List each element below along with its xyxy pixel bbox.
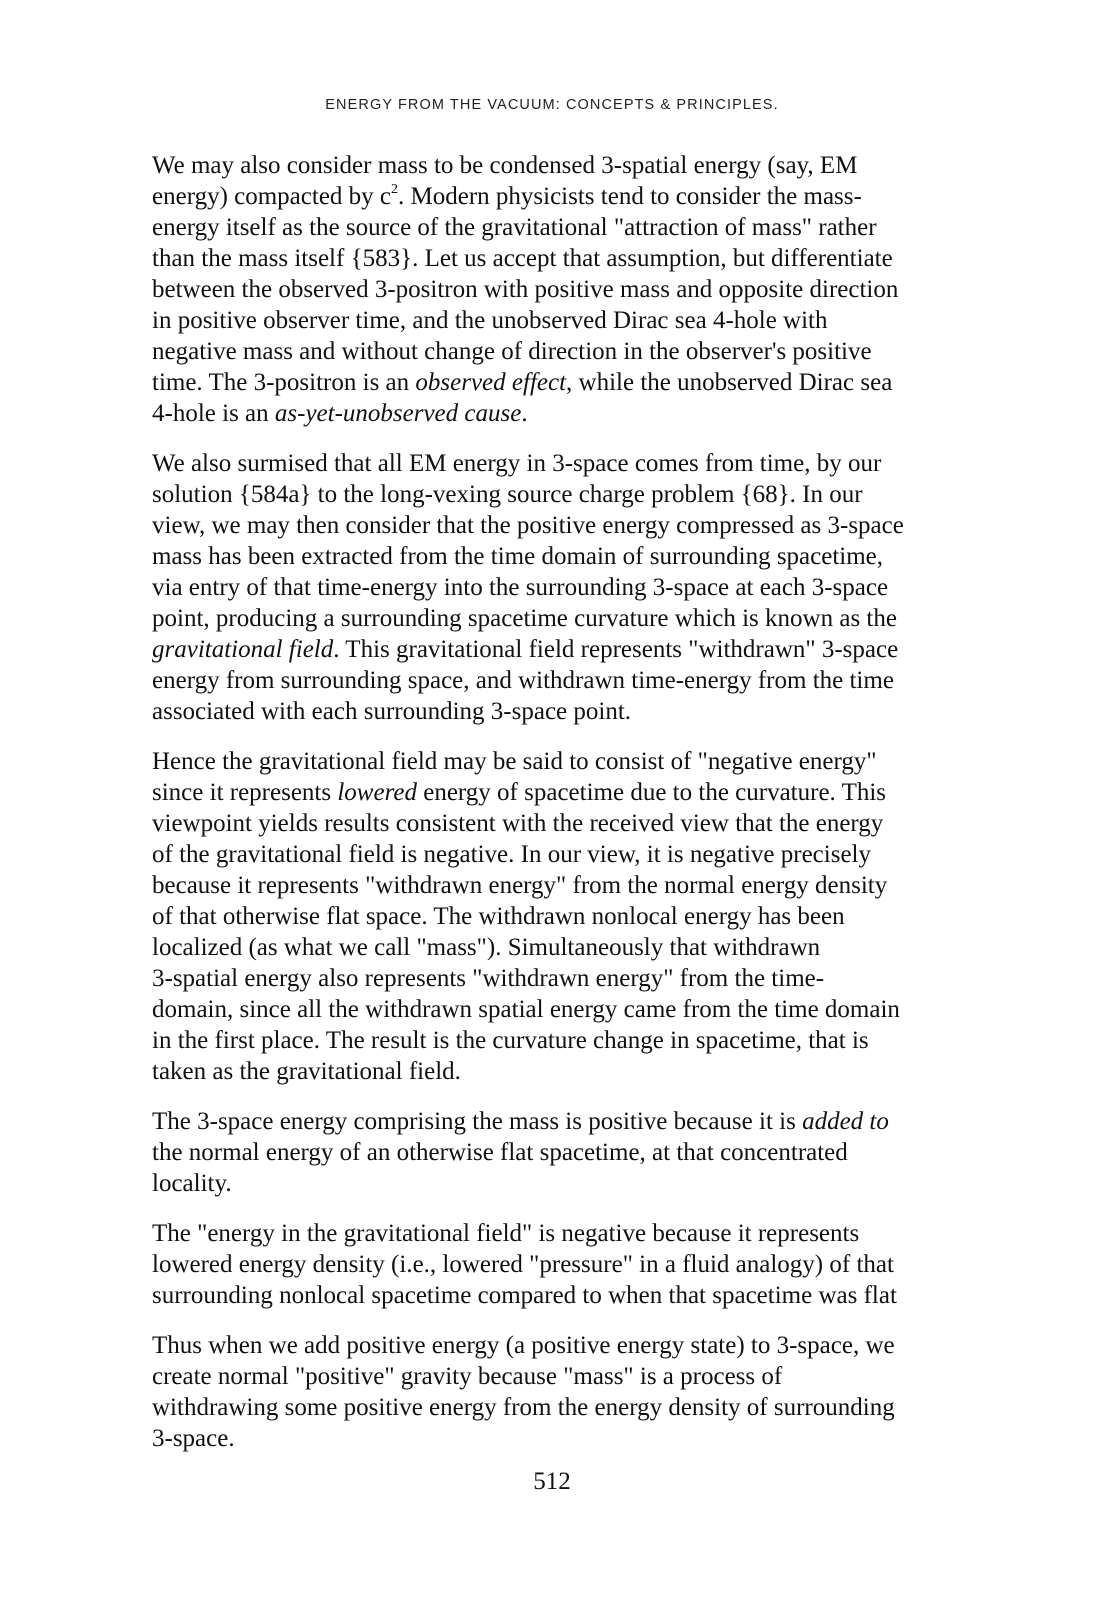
text-line <box>152 274 1000 305</box>
text-line <box>152 1168 1000 1199</box>
text-line <box>152 448 1000 479</box>
paragraph <box>152 1330 1000 1454</box>
text-run: energy) compacted by c <box>152 183 392 210</box>
text-line <box>152 777 1000 808</box>
text-line <box>152 994 1000 1025</box>
text-run: 3-spatial energy also represents "withdrawn energy" from the time- <box>152 965 825 992</box>
text-run: We also surmised that all EM energy in 3-space comes from time, by our <box>152 450 882 477</box>
text-line <box>152 1392 1000 1423</box>
text-line <box>152 336 1000 367</box>
page-number: 512 <box>533 1468 571 1495</box>
text-line <box>152 479 1000 510</box>
text-line <box>152 932 1000 963</box>
superscript: 2 <box>391 181 399 197</box>
italic-text: added to <box>802 1108 889 1135</box>
text-line <box>152 634 1000 665</box>
text-run: solution {584a} to the long-vexing source charge problem {68}. In our <box>152 481 863 508</box>
text-line <box>152 1025 1000 1056</box>
text-run: energy of spacetime due to the curvature. This <box>416 779 887 806</box>
text-run: energy from surrounding space, and withdrawn time-energy from the time <box>152 667 894 694</box>
text-run: of that otherwise flat space. The withdrawn nonlocal energy has been <box>152 903 845 930</box>
text-run: associated with each surrounding 3-space point. <box>152 698 632 725</box>
italic-text: lowered <box>337 779 417 806</box>
text-run: Thus when we add positive energy (a positive energy state) to 3-space, we <box>152 1332 895 1359</box>
text-run: Hence the gravitational field may be said to consist of "negative energy" <box>152 748 877 775</box>
text-line <box>152 665 1000 696</box>
paragraph <box>152 1218 1000 1311</box>
text-line <box>152 1280 1000 1311</box>
text-run: time. The 3-positron is an <box>152 369 416 396</box>
text-run: , while the unobserved Dirac sea <box>566 369 893 396</box>
text-run: in the first place. The result is the curvature change in spacetime, that is <box>152 1027 869 1054</box>
text-run: . Modern physicists tend to consider the mass- <box>398 183 862 210</box>
text-line <box>152 870 1000 901</box>
text-line <box>152 243 1000 274</box>
text-run: The "energy in the gravitational field" is negative because it represents <box>152 1220 860 1247</box>
text-line <box>152 1423 1000 1454</box>
text-run: energy itself as the source of the gravitational "attraction of mass" rather <box>152 214 877 241</box>
text-line <box>152 1056 1000 1087</box>
text-line <box>152 963 1000 994</box>
text-line <box>152 212 1000 243</box>
italic-text: observed effect <box>415 369 567 396</box>
text-line <box>152 305 1000 336</box>
text-line <box>152 510 1000 541</box>
paragraph <box>152 746 1000 1087</box>
text-run: surrounding nonlocal spacetime compared to when that spacetime was flat <box>152 1282 897 1309</box>
text-run: domain, since all the withdrawn spatial energy came from the time domain <box>152 996 900 1023</box>
text-run: viewpoint yields results consistent with the received view that the energy <box>152 810 884 837</box>
text-line <box>152 1330 1000 1361</box>
text-line <box>152 746 1000 777</box>
text-run: point, producing a surrounding spacetime curvature which is known as the <box>152 605 897 632</box>
text-run: between the observed 3-positron with positive mass and opposite direction <box>152 276 899 303</box>
text-run: 3-space. <box>152 1425 235 1452</box>
text-run: taken as the gravitational field. <box>152 1058 461 1085</box>
paragraph <box>152 150 1000 429</box>
text-run: the normal energy of an otherwise flat spacetime, at that concentrated <box>152 1139 848 1166</box>
paragraph <box>152 448 1000 727</box>
text-run: . <box>521 400 528 427</box>
text-line <box>152 367 1000 398</box>
text-run: withdrawing some positive energy from the energy density of surrounding <box>152 1394 895 1421</box>
text-run: We may also consider mass to be condensed 3-spatial energy (say, EM <box>152 152 858 179</box>
text-run: mass has been extracted from the time domain of surrounding spacetime, <box>152 543 884 570</box>
paragraph <box>152 1106 1000 1199</box>
text-run: locality. <box>152 1170 232 1197</box>
body-text <box>152 150 1000 1473</box>
text-run: since it represents <box>152 779 338 806</box>
text-line <box>152 901 1000 932</box>
text-run: 4-hole is an <box>152 400 275 427</box>
text-run: than the mass itself {583}. Let us accept that assumption, but differentiate <box>152 245 893 272</box>
text-run: lowered energy density (i.e., lowered "pressure" in a fluid analogy) of that <box>152 1251 894 1278</box>
text-line <box>152 696 1000 727</box>
text-line <box>152 572 1000 603</box>
text-run: view, we may then consider that the positive energy compressed as 3-space <box>152 512 904 539</box>
text-line <box>152 1249 1000 1280</box>
text-run: The 3-space energy comprising the mass is positive because it is <box>152 1108 803 1135</box>
text-run: via entry of that time-energy into the surrounding 3-space at each 3-space <box>152 574 889 601</box>
text-line <box>152 808 1000 839</box>
text-run: of the gravitational field is negative. In our view, it is negative precisely <box>152 841 871 868</box>
text-run: negative mass and without change of direction in the observer's positive <box>152 338 872 365</box>
text-line <box>152 181 1000 212</box>
text-run: . This gravitational field represents "withdrawn" 3-space <box>333 636 899 663</box>
italic-text: gravitational field <box>152 636 334 663</box>
text-line <box>152 603 1000 634</box>
text-line <box>152 1137 1000 1168</box>
text-line <box>152 541 1000 572</box>
text-line <box>152 839 1000 870</box>
text-line <box>152 1106 1000 1137</box>
text-run: create normal "positive" gravity because "mass" is a process of <box>152 1363 783 1390</box>
running-header: ENERGY FROM THE VACUUM: CONCEPTS & PRINCIPLES. <box>325 97 779 113</box>
text-run: because it represents "withdrawn energy" from the normal energy density <box>152 872 888 899</box>
text-run: localized (as what we call "mass"). Simultaneously that withdrawn <box>152 934 821 961</box>
text-line <box>152 1361 1000 1392</box>
italic-text: as-yet-unobserved cause <box>274 400 522 427</box>
text-line <box>152 398 1000 429</box>
text-run: in positive observer time, and the unobserved Dirac sea 4-hole with <box>152 307 828 334</box>
text-line <box>152 150 1000 181</box>
text-line <box>152 1218 1000 1249</box>
